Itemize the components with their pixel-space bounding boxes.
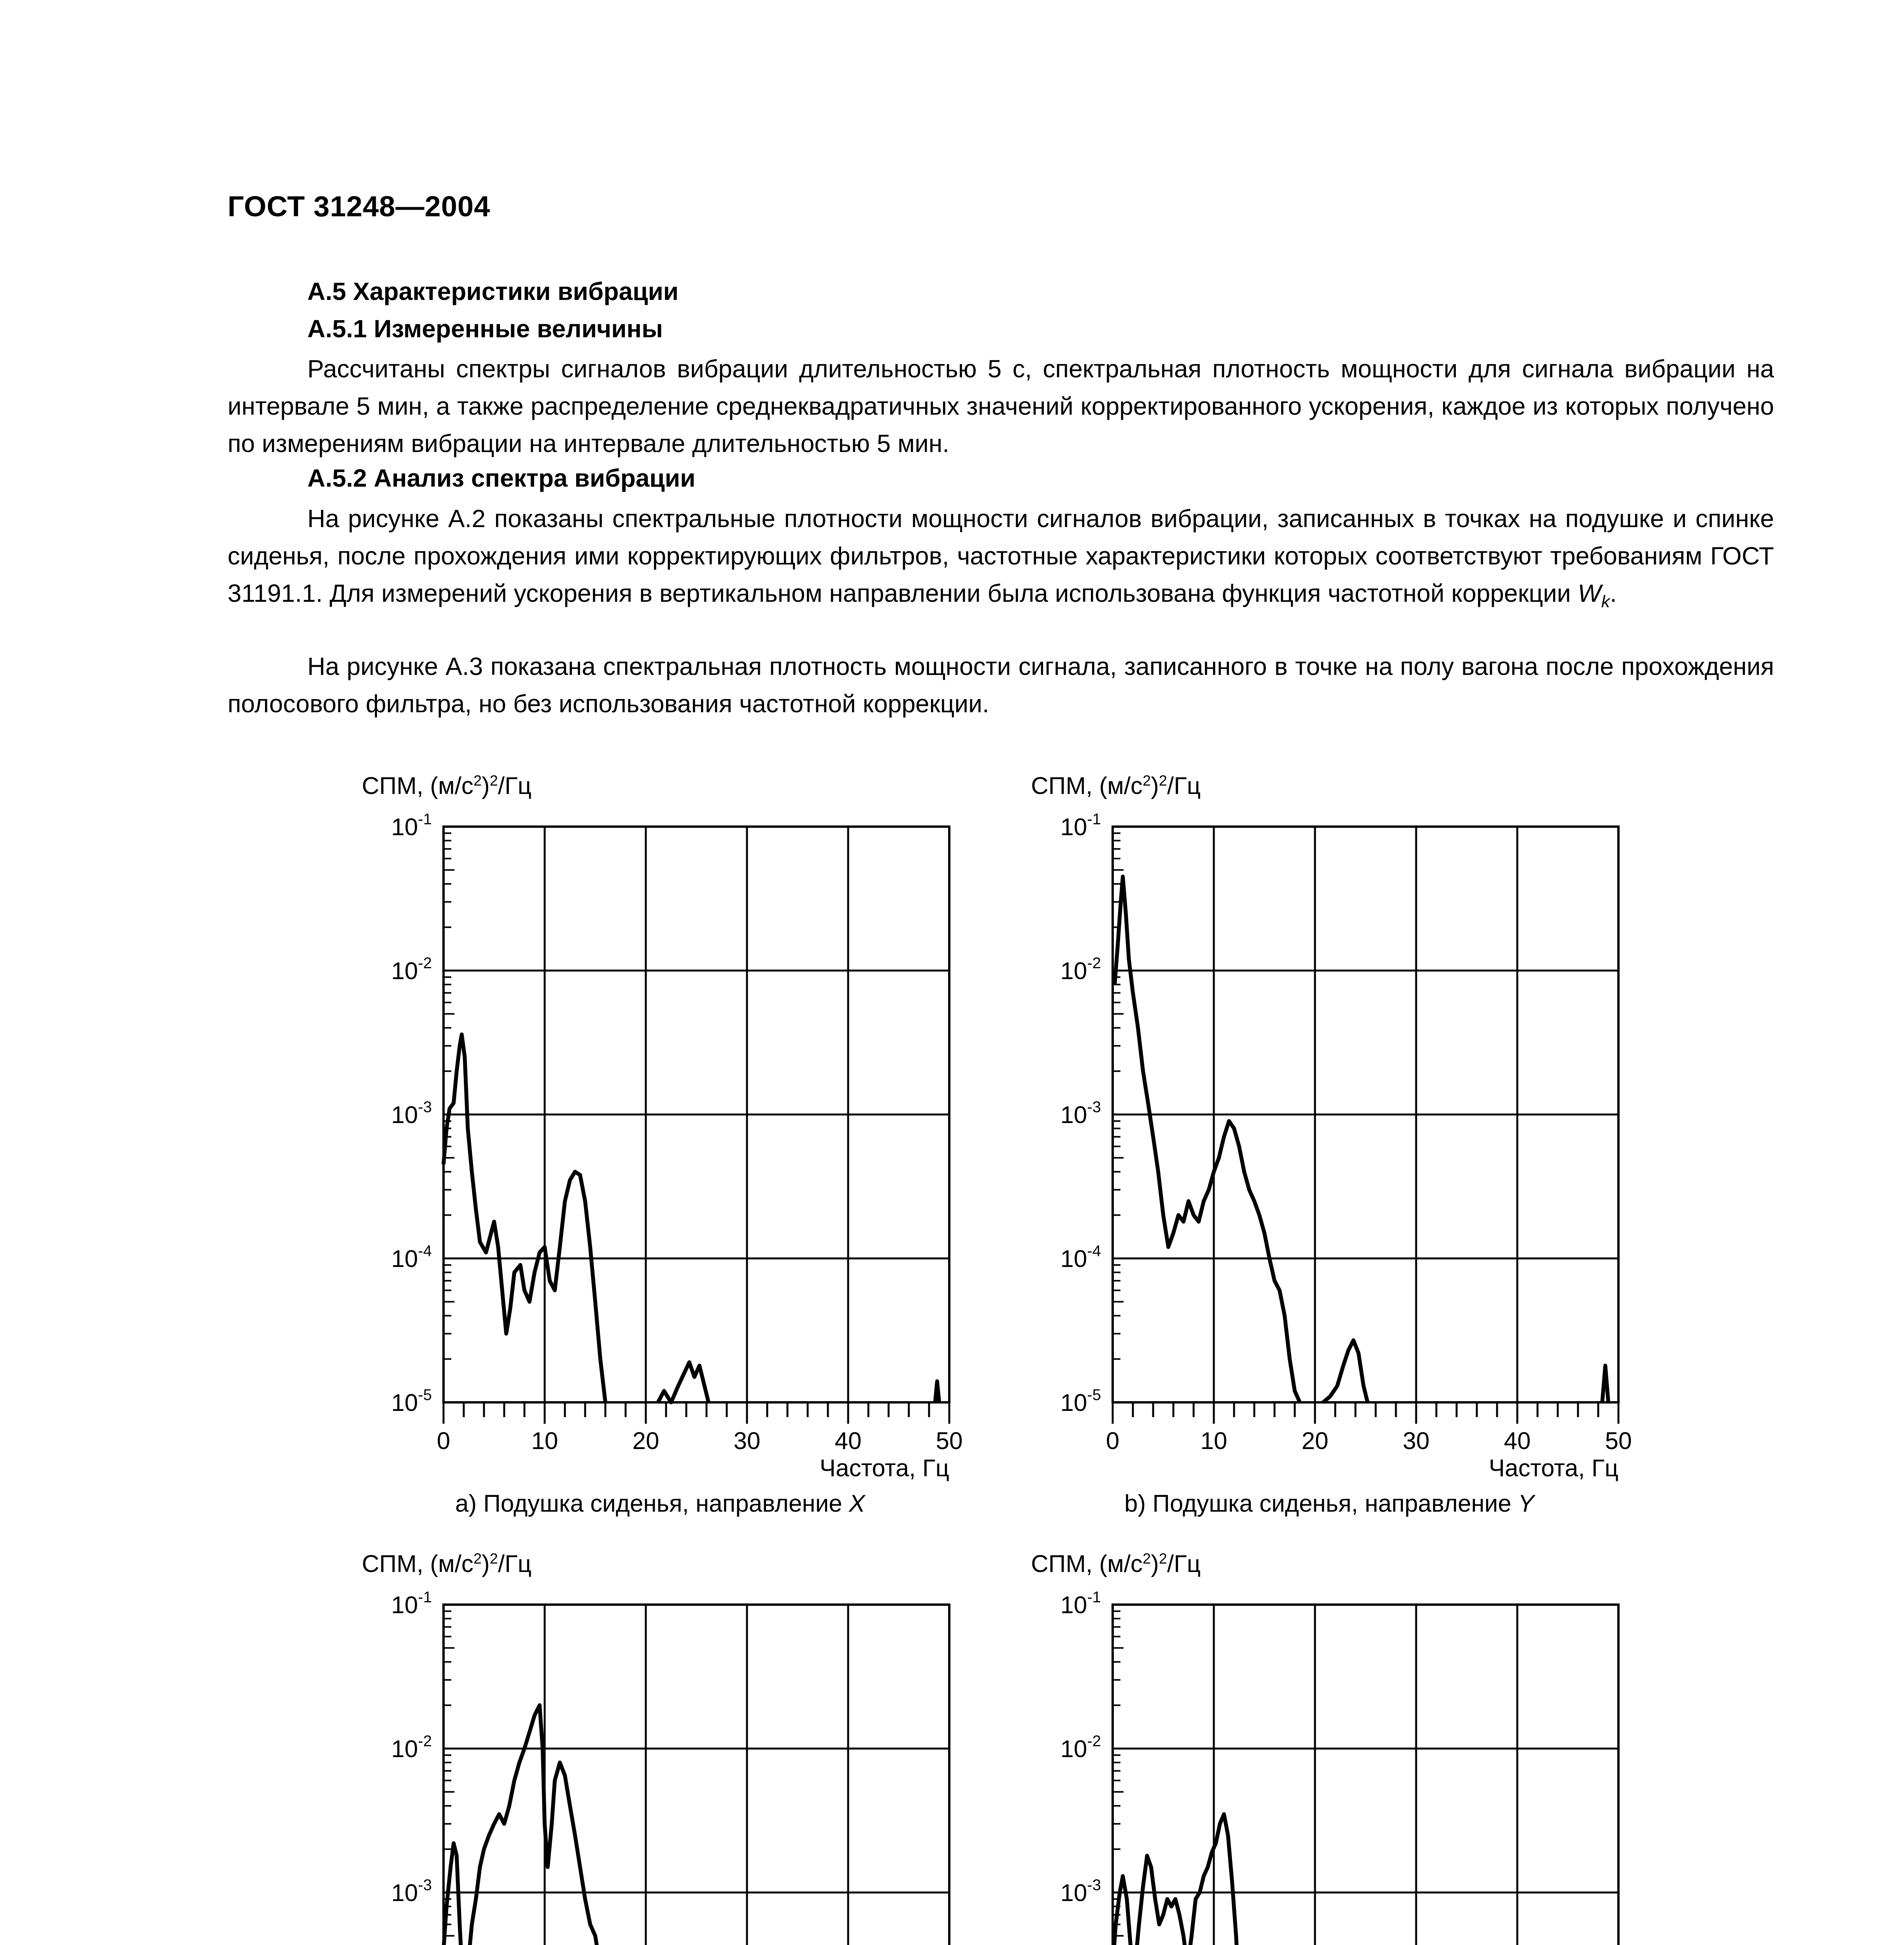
y-tick-label: $10^{-4}$ bbox=[1060, 1242, 1101, 1272]
y-tick-label: $10^{-2}$ bbox=[1060, 955, 1101, 985]
chart-d-plot bbox=[965, 1550, 1735, 1945]
chart-c bbox=[296, 1550, 1066, 1945]
x-tick-label: 50 bbox=[1605, 1428, 1632, 1454]
chart-a bbox=[296, 772, 1066, 1535]
plot-frame bbox=[444, 1605, 949, 1945]
spectrum-series bbox=[1115, 876, 1300, 1402]
section-a51-title: А.5.1 Измеренные величины bbox=[307, 315, 663, 343]
spectrum-series bbox=[444, 1034, 605, 1402]
chart-b-plot bbox=[965, 772, 1735, 1496]
x-tick-label: 50 bbox=[936, 1428, 963, 1454]
x-tick-label: 40 bbox=[835, 1428, 862, 1454]
x-tick-label: 20 bbox=[1301, 1428, 1329, 1454]
document-header: ГОСТ 31248—2004 bbox=[228, 190, 491, 223]
chart-a-ylabel: СПМ, $(м/с^2)^2/Гц$ bbox=[362, 773, 532, 799]
chart-d-ylabel: СПМ, $(м/с^2)^2/Гц$ bbox=[1031, 1551, 1201, 1577]
y-tick-label: $10^{-1}$ bbox=[391, 1589, 432, 1619]
y-tick-label: $10^{-3}$ bbox=[391, 1877, 432, 1906]
y-tick-label: $10^{-2}$ bbox=[391, 1733, 432, 1763]
section-a52-body1: На рисунке А.2 показаны спектральные плотности мощности сигналов вибрации, записанных в точках на подушке и спинке сиденья, после прохождения ими корректирующих фильтров, частотные характеристики которых соответствуют требованиям ГОСТ 31191.1. Для измерений ускорения в вертикальном направлении была использована функция частотной коррекции bbox=[228, 505, 1774, 607]
spectrum-series bbox=[935, 1381, 939, 1402]
x-tick-label: 30 bbox=[733, 1428, 761, 1454]
chart-b-caption: b) Подушка сиденья, направление Y bbox=[1124, 1490, 1534, 1517]
spectrum-series bbox=[444, 1705, 707, 1945]
chart-a-plot bbox=[296, 772, 1066, 1496]
y-tick-label: $10^{-3}$ bbox=[1060, 1877, 1101, 1906]
chart-b-ylabel: СПМ, $(м/с^2)^2/Гц$ bbox=[1031, 773, 1201, 799]
x-tick-label: 0 bbox=[437, 1428, 451, 1454]
chart-d bbox=[965, 1550, 1735, 1945]
x-tick-label: 30 bbox=[1403, 1428, 1430, 1454]
x-tick-label: 20 bbox=[632, 1428, 659, 1454]
chart-c-plot bbox=[296, 1550, 1066, 1945]
spectrum-series bbox=[1323, 1340, 1368, 1402]
x-tick-label: 10 bbox=[1200, 1428, 1227, 1454]
y-tick-label: $10^{-1}$ bbox=[391, 811, 432, 841]
y-tick-label: $10^{-1}$ bbox=[1060, 811, 1101, 841]
y-tick-label: $10^{-1}$ bbox=[1060, 1589, 1101, 1619]
spectrum-series bbox=[1602, 1366, 1608, 1403]
chart-c-ylabel: СПМ, $(м/с^2)^2/Гц$ bbox=[362, 1551, 532, 1577]
x-tick-label: 40 bbox=[1504, 1428, 1531, 1454]
wk-symbol: W bbox=[1578, 579, 1601, 607]
section-a52-title: А.5.2 Анализ спектра вибрации bbox=[307, 464, 696, 492]
y-tick-label: $10^{-4}$ bbox=[391, 1242, 432, 1272]
section-a52-text2 bbox=[228, 648, 1774, 722]
section-a52-text1: На рисунке А.2 показаны спектральные плотности мощности сигналов вибрации, записанных в точках на подушке и спинке сиденья, после прохождения ими корректирующих фильтров, частотные характеристики которых соответствуют требованиям ГОСТ 31191.1. Для измерений ускорения в вертикальном направлении была использована функция частотной коррекции $W_k$. bbox=[228, 505, 1774, 611]
y-tick-label: $10^{-3}$ bbox=[1060, 1099, 1101, 1128]
section-a52-body2: На рисунке А.3 показана спектральная плотность мощности сигнала, записанного в точке на полу вагона после прохождения полосового фильтра, но без использования частотной коррекции. bbox=[228, 652, 1774, 718]
spectrum-series bbox=[658, 1362, 708, 1402]
y-tick-label: $10^{-3}$ bbox=[391, 1099, 432, 1128]
plot-frame bbox=[1113, 1605, 1618, 1945]
x-tick-label: 0 bbox=[1106, 1428, 1120, 1454]
section-a51-body: Рассчитаны спектры сигналов вибрации длительностью 5 с, спектральная плотность мощности для сигнала вибрации на интервале 5 мин, а также распределение среднеквадратичных значений корректированного ускорения, каждое из которых получено по измерениям вибрации на интервале длительностью 5 мин. bbox=[228, 355, 1774, 457]
x-tick-label: 10 bbox=[531, 1428, 558, 1454]
chart-b bbox=[965, 772, 1735, 1535]
y-tick-label: $10^{-5}$ bbox=[1060, 1386, 1101, 1416]
x-axis-label: Частота, Гц bbox=[1488, 1455, 1618, 1482]
y-tick-label: $10^{-5}$ bbox=[391, 1386, 432, 1416]
y-tick-label: $10^{-2}$ bbox=[1060, 1733, 1101, 1763]
y-tick-label: $10^{-2}$ bbox=[391, 955, 432, 985]
x-axis-label: Частота, Гц bbox=[819, 1455, 949, 1482]
chart-a-caption: а) Подушка сиденья, направление X bbox=[455, 1490, 865, 1517]
section-a5-title: А.5 Характеристики вибрации bbox=[307, 277, 679, 305]
spectrum-series bbox=[1113, 1814, 1325, 1945]
wk-subscript: k bbox=[1601, 592, 1610, 611]
section-a51-text bbox=[228, 350, 1774, 462]
